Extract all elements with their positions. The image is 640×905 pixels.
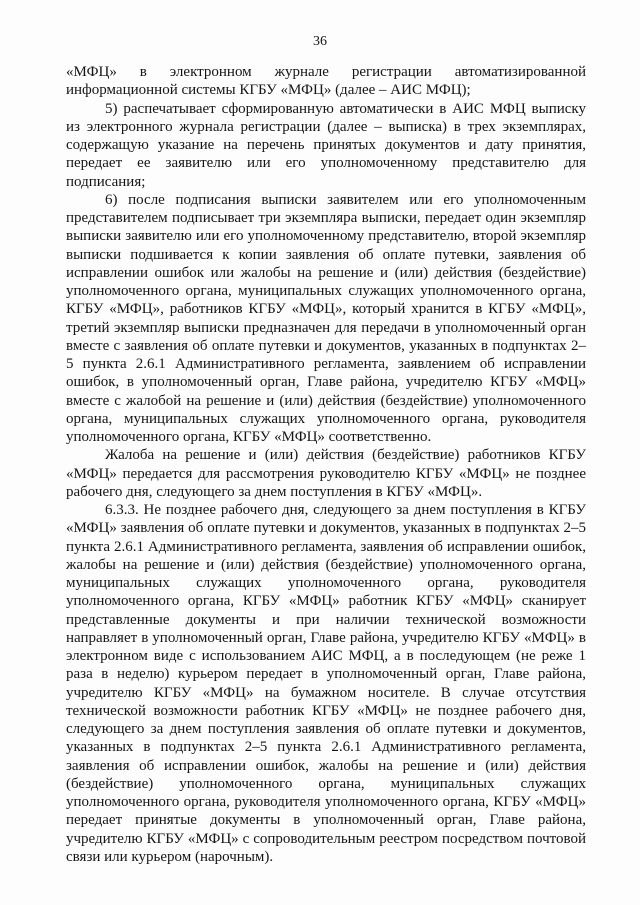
- page-number: 36: [313, 34, 327, 49]
- document-body: [66, 63, 586, 866]
- paragraph-complaint: Жалоба на решение и (или) действия (бездействие) работников КГБУ «МФЦ» передается для рассмотрения руководителю КГБУ «МФЦ» не позднее рабочего дня, следующего за днем поступления в КГБУ «МФЦ».: [66, 447, 586, 500]
- paragraph-6-3-3: 6.3.3. Не позднее рабочего дня, следующего за днем поступления в КГБУ «МФЦ» заявления об оплате путевки и документов, указанных в подпунктах 2–5 пункта 2.6.1 Административного регламента, заявления об исправлении ошибок, жалобы на решение и (или) действия (бездействие) уполномоченного органа, муниципальных служащих уполномоченного органа, руководителя уполномоченного органа, КГБУ «МФЦ» работник КГБУ «МФЦ» сканирует представленные документы и при наличии технической возможности направляет в уполномоченный орган, Главе района, учредителю КГБУ «МФЦ» в электронном виде с использованием АИС МФЦ, а в последующем (не реже 1 раза в неделю) курьером передает в уполномоченный орган, Главе района, учредителю КГБУ «МФЦ» на бумажном носителе. В случае отсутствия технической возможности работник КГБУ «МФЦ» не позднее рабочего дня, следующего за днем поступления заявления об оплате путевки и документов, указанных в подпунктах 2–5 пункта 2.6.1 Административного регламента, заявления об исправлении ошибок, жалобы на решение и (или) действия (бездействие) уполномоченного органа, муниципальных служащих уполномоченного органа, руководителя уполномоченного органа, КГБУ «МФЦ» передает принятые документы в уполномоченный орган, Главе района, учредителю КГБУ «МФЦ» с сопроводительным реестром посредством почтовой связи или курьером (нарочным).: [66, 502, 586, 865]
- paragraph-continuation: «МФЦ» в электронном журнале регистрации автоматизированной информационной системы КГБУ «МФЦ» (далее – АИС МФЦ);: [66, 64, 586, 99]
- paragraph-item-5: 5) распечатывает сформированную автоматически в АИС МФЦ выписку из электронного журнала регистрации (далее – выписка) в трех экземплярах, содержащую указание на перечень принятых документов и дату принятия, передает ее заявителю или его уполномоченному представителю для подписания;: [66, 100, 586, 190]
- paragraph-item-6: 6) после подписания выписки заявителем или его уполномоченным представителем подписывает три экземпляра выписки, передает один экземпляр выписки заявителю или его уполномоченному представителю, второй экземпляр выписки подшивается к копии заявления об оплате путевки, заявления об исправлении ошибок или жалобы на решение и (или) действия (бездействие) уполномоченного органа, муниципальных служащих уполномоченного органа, КГБУ «МФЦ», работников КГБУ «МФЦ», который хранится в КГБУ «МФЦ», третий экземпляр выписки предназначен для передачи в уполномоченный орган вместе с заявления об оплате путевки и документов, указанных в подпунктах 2–5 пункта 2.6.1 Административного регламента, заявлением об исправлении ошибок, в уполномоченный орган, Главе района, учредителю КГБУ «МФЦ» вместе с жалобой на решение и (или) действия (бездействие) уполномоченного органа, муниципальных служащих уполномоченного органа, руководителя уполномоченного органа, КГБУ «МФЦ» соответственно.: [66, 191, 586, 445]
